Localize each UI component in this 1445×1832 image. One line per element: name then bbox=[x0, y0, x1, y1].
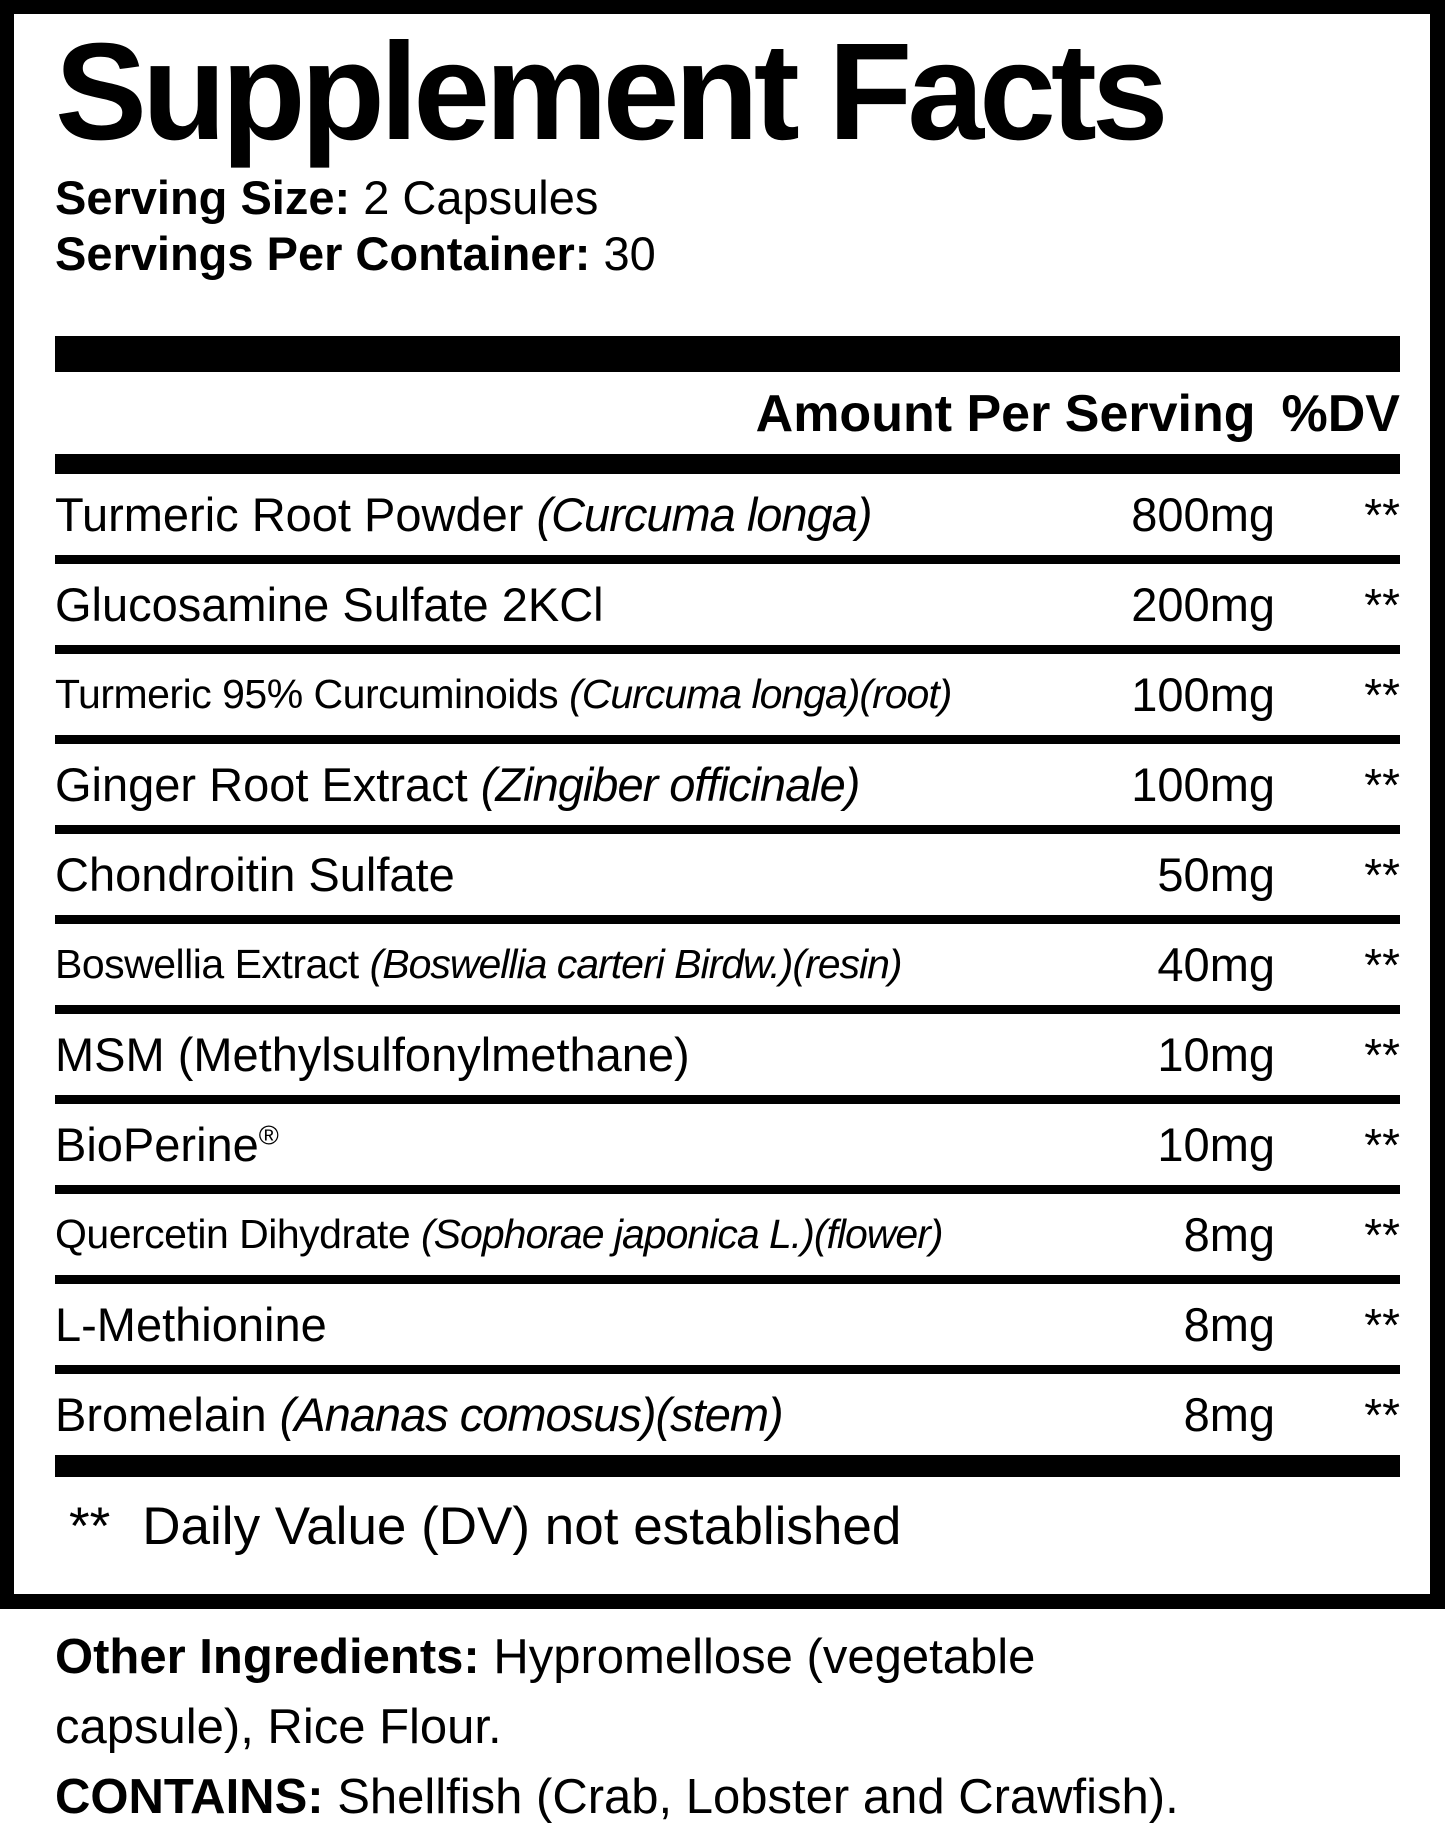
daily-value-footnote bbox=[55, 1495, 1400, 1559]
row-divider bbox=[55, 1095, 1400, 1104]
row-divider bbox=[55, 915, 1400, 924]
ingredient-dv: ** bbox=[1364, 1028, 1400, 1081]
row-divider bbox=[55, 1365, 1400, 1374]
ingredient-name: Turmeric 95% Curcuminoids bbox=[55, 671, 559, 717]
ingredient-amount: 8mg bbox=[1183, 1298, 1275, 1351]
footnote-text: Daily Value (DV) not established bbox=[142, 1497, 902, 1556]
ingredient-name-cell bbox=[55, 1387, 1040, 1442]
ingredient-row-turmeric-curcuminoids bbox=[55, 654, 1400, 735]
label-footer bbox=[55, 1622, 1403, 1832]
ingredient-dv: ** bbox=[1364, 488, 1400, 541]
ingredient-row-turmeric-root-powder bbox=[55, 474, 1400, 555]
ingredient-dv: ** bbox=[1364, 1208, 1400, 1261]
ingredient-row-quercetin-dihydrate bbox=[55, 1194, 1400, 1275]
ingredient-dv: ** bbox=[1364, 668, 1400, 721]
ingredient-name: BioPerine bbox=[55, 1118, 259, 1171]
ingredient-name-cell bbox=[55, 1117, 1040, 1172]
row-divider bbox=[55, 645, 1400, 654]
servings-per-container-value: 30 bbox=[603, 227, 656, 280]
ingredient-row-msm bbox=[55, 1014, 1400, 1095]
serving-size-label: Serving Size: bbox=[55, 171, 351, 224]
ingredient-amount: 40mg bbox=[1157, 938, 1275, 991]
row-divider bbox=[55, 1005, 1400, 1014]
ingredient-name-cell bbox=[55, 757, 1040, 812]
ingredient-name: MSM (Methylsulfonylmethane) bbox=[55, 1028, 690, 1081]
ingredient-name-cell bbox=[55, 847, 1040, 902]
row-divider bbox=[55, 1185, 1400, 1194]
ingredient-amount: 10mg bbox=[1157, 1118, 1275, 1171]
ingredient-amount: 8mg bbox=[1183, 1388, 1275, 1441]
ingredient-dv: ** bbox=[1364, 758, 1400, 811]
column-header-underline-bar bbox=[55, 454, 1400, 474]
ingredient-name: Bromelain bbox=[55, 1388, 267, 1441]
ingredient-amount: 800mg bbox=[1131, 488, 1275, 541]
serving-size-line bbox=[55, 170, 1400, 226]
row-divider bbox=[55, 825, 1400, 834]
ingredient-amount: 200mg bbox=[1131, 578, 1275, 631]
ingredient-amount: 10mg bbox=[1157, 1028, 1275, 1081]
serving-size-value: 2 Capsules bbox=[363, 171, 599, 224]
row-divider bbox=[55, 735, 1400, 744]
ingredient-name: Ginger Root Extract bbox=[55, 758, 468, 811]
ingredient-row-glucosamine-sulfate bbox=[55, 564, 1400, 645]
other-ingredients-label: Other Ingredients: bbox=[55, 1630, 480, 1684]
ingredient-botanical-name: (Ananas comosus)(stem) bbox=[279, 1388, 783, 1441]
contains-text: Shellfish (Crab, Lobster and Crawfish). bbox=[337, 1770, 1179, 1824]
footnote-marker: ** bbox=[69, 1497, 111, 1556]
contains-paragraph bbox=[55, 1762, 1403, 1832]
ingredient-name: Boswellia Extract bbox=[55, 941, 359, 987]
ingredient-row-bioperine bbox=[55, 1104, 1400, 1185]
ingredient-amount: 100mg bbox=[1131, 668, 1275, 721]
panel-title: Supplement Facts bbox=[55, 15, 1164, 169]
ingredient-amount: 8mg bbox=[1183, 1208, 1275, 1261]
ingredient-botanical-name: (Curcuma longa)(root) bbox=[569, 671, 952, 717]
ingredient-name: L-Methionine bbox=[55, 1298, 327, 1351]
ingredient-botanical-name: (Boswellia carteri Birdw.)(resin) bbox=[369, 941, 902, 987]
ingredient-botanical-name: (Sophorae japonica L.)(flower) bbox=[421, 1211, 943, 1257]
ingredient-row-chondroitin-sulfate bbox=[55, 834, 1400, 915]
ingredient-name-cell bbox=[55, 1297, 1040, 1352]
ingredient-dv: ** bbox=[1364, 1388, 1400, 1441]
ingredient-amount: 50mg bbox=[1157, 848, 1275, 901]
ingredient-name: Chondroitin Sulfate bbox=[55, 848, 455, 901]
footnote-separator-bar bbox=[55, 1455, 1400, 1477]
servings-per-container-label: Servings Per Container: bbox=[55, 227, 591, 280]
ingredient-dv: ** bbox=[1364, 938, 1400, 991]
ingredient-name: Quercetin Dihydrate bbox=[55, 1211, 411, 1257]
percent-dv-header: %DV bbox=[1281, 385, 1400, 443]
other-ingredients-paragraph bbox=[55, 1622, 1155, 1762]
ingredient-name-cell bbox=[55, 487, 1040, 542]
row-divider bbox=[55, 1275, 1400, 1284]
ingredient-row-l-methionine bbox=[55, 1284, 1400, 1365]
ingredient-botanical-name: (Curcuma longa) bbox=[536, 488, 872, 541]
ingredient-name-cell bbox=[55, 1211, 1040, 1258]
header-separator-bar bbox=[55, 336, 1400, 372]
ingredient-name-cell bbox=[55, 1027, 1040, 1082]
amount-per-serving-header: Amount Per Serving bbox=[755, 385, 1256, 443]
contains-label: CONTAINS: bbox=[55, 1770, 324, 1824]
registered-trademark-symbol: ® bbox=[258, 1119, 279, 1151]
ingredient-dv: ** bbox=[1364, 1118, 1400, 1171]
ingredient-row-boswellia-extract bbox=[55, 924, 1400, 1005]
ingredient-name: Turmeric Root Powder bbox=[55, 488, 524, 541]
ingredient-dv: ** bbox=[1364, 1298, 1400, 1351]
ingredient-name-cell bbox=[55, 577, 1040, 632]
ingredient-botanical-name: (Zingiber officinale) bbox=[480, 758, 860, 811]
ingredient-dv: ** bbox=[1364, 578, 1400, 631]
ingredient-amount: 100mg bbox=[1131, 758, 1275, 811]
serving-info-block bbox=[55, 170, 1400, 282]
other-ingredients-text: Hypromellose (vegetable capsule), Rice Flour. bbox=[55, 1630, 1036, 1754]
ingredient-row-bromelain bbox=[55, 1374, 1400, 1455]
ingredient-row-ginger-root-extract bbox=[55, 744, 1400, 825]
ingredient-name-cell bbox=[55, 671, 1040, 718]
servings-per-container-line bbox=[55, 226, 1400, 282]
ingredient-name-cell bbox=[55, 941, 1040, 988]
row-divider bbox=[55, 555, 1400, 564]
column-header-row bbox=[55, 372, 1400, 454]
ingredient-name: Glucosamine Sulfate 2KCl bbox=[55, 578, 604, 631]
ingredient-dv: ** bbox=[1364, 848, 1400, 901]
